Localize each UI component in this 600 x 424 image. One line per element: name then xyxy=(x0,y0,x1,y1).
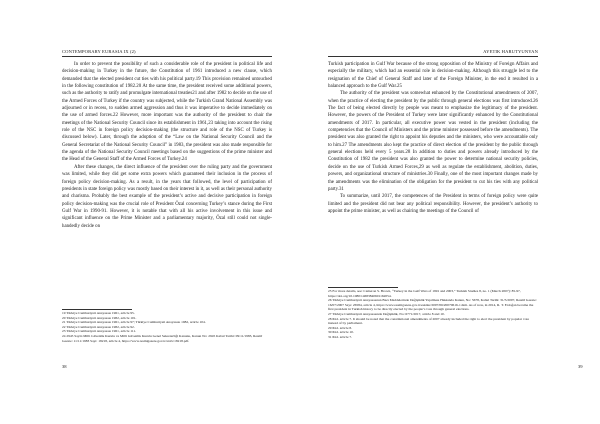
body-text xyxy=(328,61,538,215)
right-page xyxy=(300,0,600,424)
paragraph: To summarize, until 2017, the competences of the President in terms of foreign policy were quite limited and the president did not bear any political responsibility. However, the president’s authority to appoint the prime minister, as well as chairing the meetings of the Council of xyxy=(328,194,538,214)
running-header xyxy=(328,49,538,57)
footnote: 26 Türkiye Cumhuriyeti Anayasasının Bazı Maddelerinde Değişiklik Yapılması Hakkında Kanun, No: 5678, Kabul Tarihi: 31/5/2007, Resmî Gazete: 16/07/2007 Sayı: 26584, article 4, https://www.resmigazete.gov.tr/eskiler/2007/06/20070616-1.htm. As of now, in 2014, R. T. Erdoğan became the first president in Turkish history to be directly elected by the people’s vote through general elections. xyxy=(328,298,537,312)
footnote: 27 Türkiye Cumhuriyeti Anayasasında Değişiklik, No: 6771/2017, article 8 and 10. xyxy=(328,311,445,316)
footnote: 20 Türkiye Cumhuriyeti Anayasası 1982, article 101. xyxy=(62,315,137,320)
footnotes xyxy=(62,311,272,343)
footnote: 23 Türkiye Cumhuriyeti Anayasası 1961, article 111. xyxy=(62,329,137,334)
footnote-rule xyxy=(328,287,398,288)
journal-title: CONTEMPORARY EURASIA IX (2) xyxy=(62,49,136,54)
page-number: 38 xyxy=(62,364,67,369)
paragraph: After these changes, the direct influence of the president over the ruling party and the government was limited, while they did get some extra powers which guaranteed their inclusion in the process of foreign policy decision-making. As a result, in the years that followed, the level of participation of presidents in state foreign policy was mostly based on their interest in it, as well as their personal authority and charisma. Probably the best example of the president’s active and decisive participation in foreign policy decision-making was the crucial role of President Özal concerning Turkey’s stance during the First Gulf War in 1990-91. However, it is notable that with all his active involvement in this issue and significant influence on the Prime Minister and a parliamentary majority, Özal still could not single-handedly decide on xyxy=(62,164,272,229)
footnotes xyxy=(328,289,538,340)
footnote: 19 Türkiye Cumhuriyeti Anayasası 1961, article 95. xyxy=(62,311,135,315)
paragraph: Turkish participation in Gulf War because of the strong opposition of the Ministry of Foreign Affairs and especially the military, which had an essential role in decision-making. Although this struggle led to the resignation of the Chief of General Staff and later of the Foreign Minister, in the end it resulted in a balanced approach to the Gulf War.25 xyxy=(328,62,538,90)
running-header xyxy=(62,49,272,57)
paragraph: The authority of the president was somewhat enhanced by the Constitutional amendments of 2007, when the practice of electing the president by the public through general elections was first introduced.26 The fact of being elected directly by people was meant to emphasize the legitimacy of the president. However, the powers of the President of Turkey were later significantly enhanced by the Constitutional amendments of 2017. In particular, all executive power was vested in the president (including the competencies that the Council of Ministers and the prime minister possessed before the amendments). The president was also granted the right to appoint his deputies and the ministers, who were accountable only to him.27 The amendments also kept the practice of direct election of the president by the public through general elections held every 5 years.28 In addition to duties and powers already introduced by the Constitution of 1982 the president was also granted the power to determine national security policies, decide on the use of Turkish Armed Forces,29 as well as regulate the establishment, abolition, duties, powers, and organizational structure of ministries.30 Finally, one of the most important changes made by the amendments was the elimination of the obligation for the president to cut his ties with any political party.31 xyxy=(328,91,538,192)
author-name: AYETIK HARUTYUNYAN xyxy=(483,49,538,54)
footnote-rule xyxy=(62,309,132,310)
footnote: 29 Ibid. article 8. xyxy=(328,325,353,330)
body-text xyxy=(62,61,272,230)
footnote: 28 Ibid. article 7. It should be noted that the constitutional amendments of 2007 already included the right to elect the president by popular vote instead of by parliament. xyxy=(328,316,530,326)
footnote: 25 For more details, see: Cameron S. Brown, “Turkey in the Gulf Wars of 1991 and 2003,” Turkish Studies 8, no. 1 (March 2007): 85-97, https://doi.org/10.1080/14683840601162054. xyxy=(328,289,521,298)
page-number: 39 xyxy=(578,364,583,369)
footnote: 21 Türkiye Cumhuriyeti Anayasası 1961, article 97; Türkiye Cumhuriyeti Anayasası 1982, article 104. xyxy=(62,320,206,325)
footnote: 30 Ibid. article 10. xyxy=(328,330,354,335)
paragraph: In order to prevent the possibility of such a considerable role of the president in political life and decision-making in Turkey in the future, the Constitution of 1961 introduced a new clause, which demanded that the elected president cut ties with his political party.19 This provision remained untouched in the following constitution of 1982.20 At the same time, the president received some additional powers, such as the authority to ratify and promulgate international treaties21 and after 1982 to decide on the use of the Armed Forces of Turkey if the country was subjected, while the Turkish Grand National Assembly was adjourned or in recess, to sudden armed aggression and thus it was imperative to decide immediately on the use of armed forces.22 However, more important was the authority of the president to chair the meetings of the National Security Council since its establishment in 1961,23 taking into account the rising role of the NSC in foreign policy decision-making (the structure and role of the NSC of Turkey is discussed below). Later, through the adoption of the “Law on the National Security Council and the General Secretariat of the National Security Council” in 1983, the president was also made responsible for the agenda of the National Security Council meetings based on the suggestions of the prime minister and the Head of the General Staff of the Armed Forces of Turkey.24 xyxy=(62,62,272,163)
footnote: 22 Türkiye Cumhuriyeti Anayasası 1982, article 92. xyxy=(62,324,135,329)
footnote: 24 2945 Sayılı Milli Güvenlik Kurulu ve Milli Güvenlik Kurulu Genel Sekreterliği Kanunu, Kanun No: 2945 Kabul Tarihi: 09/11/1983, Resmî Gazete: 11/11/1983 Sayı: 18218, article 4, https://www.resmigazete.gov.tr/arsiv/18218.pdf. xyxy=(62,333,263,343)
footnote: 31 Ibid. article 7. xyxy=(328,334,353,339)
